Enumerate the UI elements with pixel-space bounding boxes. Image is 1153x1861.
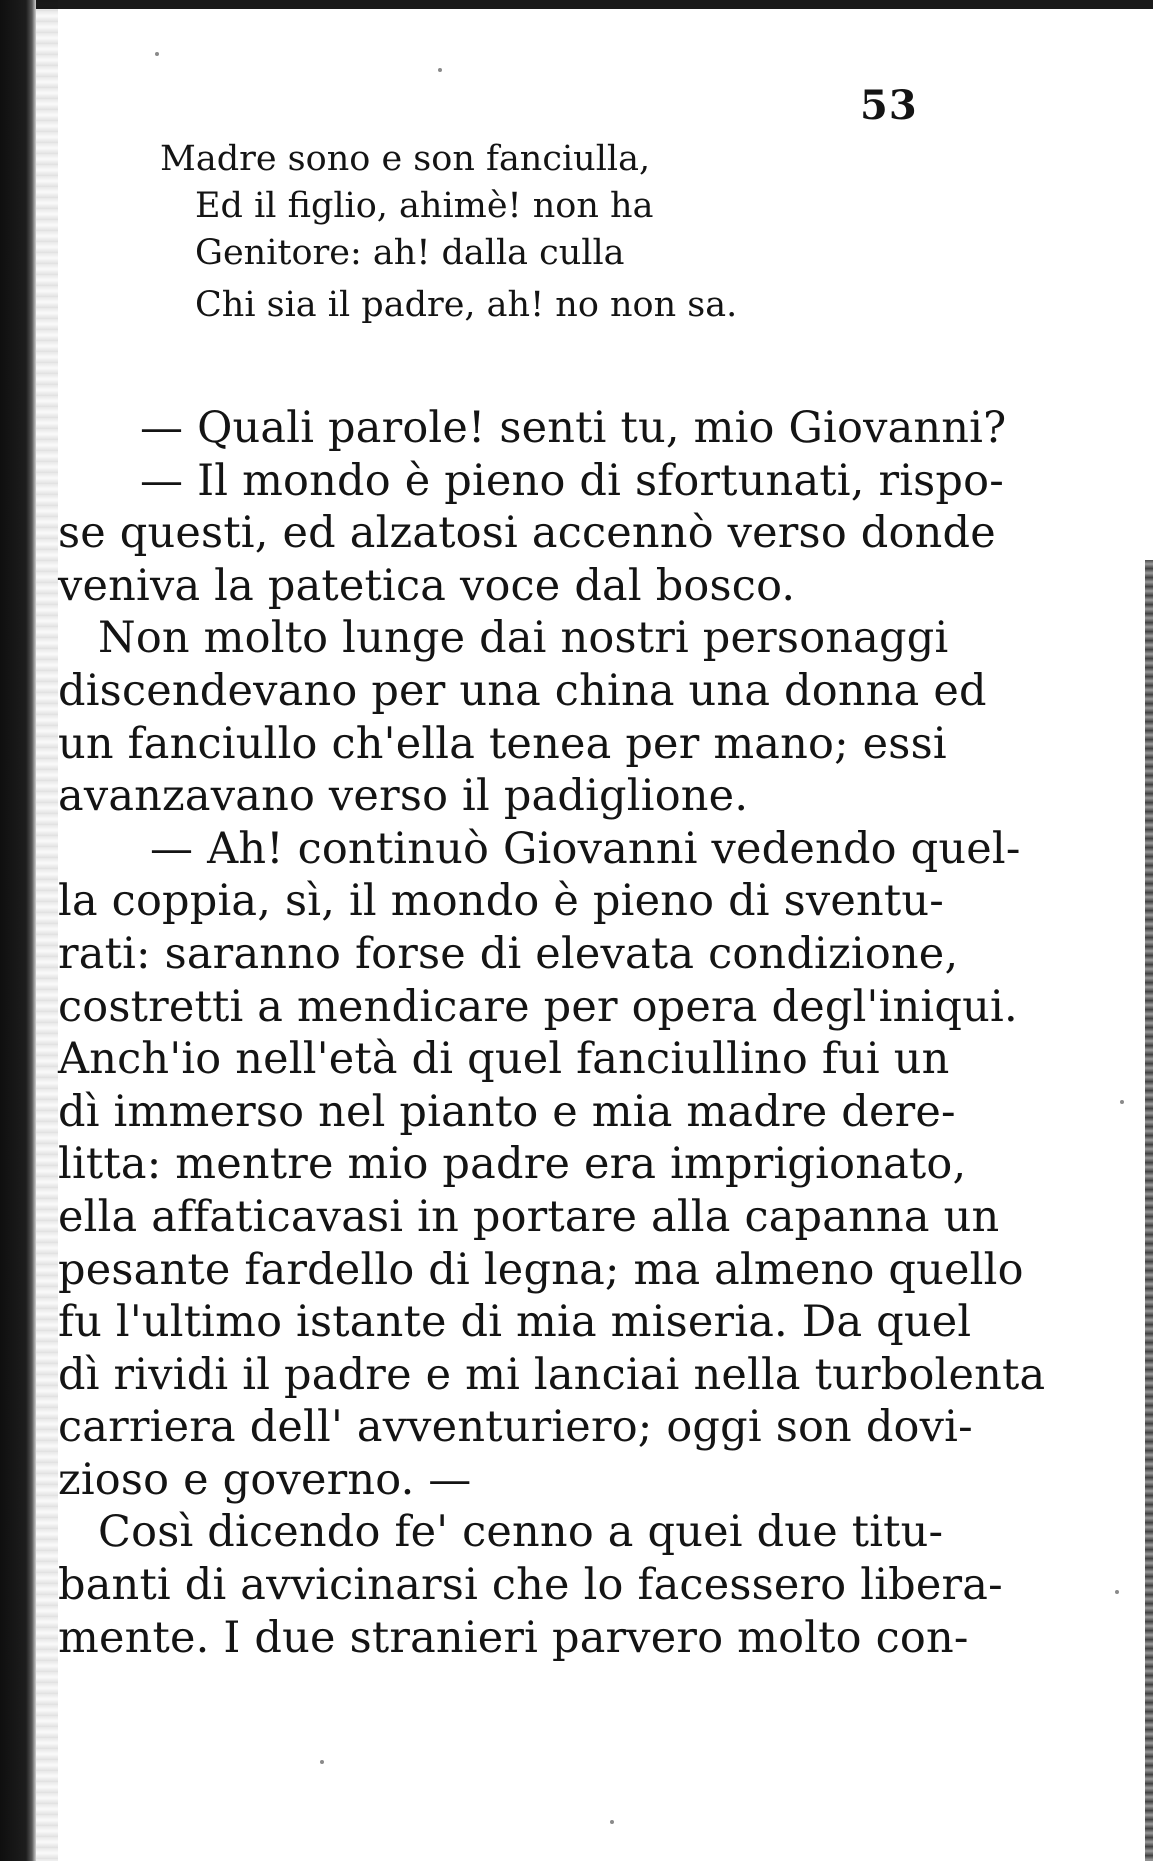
text-line: dì immerso nel pianto e mia madre dere- (58, 1086, 956, 1137)
verse-line-1: Madre sono e son fanciulla, (160, 139, 651, 179)
paragraph-2 (58, 455, 1004, 613)
text-line: costretti a mendicare per opera degl'iniqui. (58, 981, 1018, 1032)
paragraph-1 (58, 402, 1007, 455)
scan-binding-shadow (0, 0, 36, 1861)
paragraph-3 (58, 612, 987, 822)
text-line: veniva la patetica voce dal bosco. (58, 560, 796, 611)
text-line: Anch'io nell'età di quel fanciullino fui un (58, 1034, 950, 1085)
text-line: discendevano per una china una donna ed (58, 665, 987, 716)
text-line: avanzavano verso il padiglione. (58, 771, 749, 822)
page-number: 53 (860, 82, 918, 129)
scan-speck (1120, 1100, 1124, 1104)
text-line: Non molto lunge dai nostri personaggi (98, 613, 949, 664)
scan-speck (610, 1820, 614, 1824)
scan-speck (320, 1760, 324, 1764)
scan-speck (1115, 1590, 1119, 1594)
text-line: la coppia, sì, il mondo è pieno di sventu- (58, 876, 945, 927)
paragraph-4 (58, 823, 1046, 1507)
text-line: ella affaticavasi in portare alla capanna un (58, 1191, 1000, 1242)
text-line: zioso e governo. — (58, 1454, 472, 1505)
text-line: pesante fardello di legna; ma almeno quello (58, 1244, 1024, 1295)
text-line: banti di avvicinarsi che lo facessero libera- (58, 1560, 1003, 1611)
text-line: — Il mondo è pieno di sfortunati, rispo- (140, 455, 1004, 506)
scan-speck (438, 68, 442, 72)
paragraph-5 (58, 1506, 1003, 1664)
text-line: carriera dell' avventuriero; oggi son dovi- (58, 1402, 973, 1453)
scan-speck (155, 52, 159, 56)
body-text (58, 402, 1046, 1664)
text-line: Così dicendo fe' cenno a quei due titu- (98, 1507, 944, 1558)
scan-right-edge (1145, 560, 1153, 1861)
verse-line-4: Chi sia il padre, ah! no non sa. (195, 285, 738, 325)
text-line: un fanciullo ch'ella tenea per mano; essi (58, 718, 947, 769)
text-line: se questi, ed alzatosi accennò verso donde (58, 508, 996, 559)
text-line: — Quali parole! senti tu, mio Giovanni? (140, 403, 1007, 453)
scan-top-edge (0, 0, 1153, 9)
scan-binding-texture (36, 0, 58, 1861)
text-line: rati: saranno forse di elevata condizione, (58, 928, 959, 979)
text-line: — Ah! continuò Giovanni vedendo quel- (150, 823, 1021, 874)
text-line: dì rividi il padre e mi lanciai nella turbolenta (58, 1349, 1046, 1400)
text-line: litta: mentre mio padre era imprigionato, (58, 1139, 967, 1190)
verse-line-3: Genitore: ah! dalla culla (195, 233, 625, 273)
text-line: mente. I due stranieri parvero molto con- (58, 1612, 969, 1663)
verse-line-2: Ed il figlio, ahimè! non ha (195, 186, 654, 226)
text-line: fu l'ultimo istante di mia miseria. Da quel (58, 1297, 972, 1348)
